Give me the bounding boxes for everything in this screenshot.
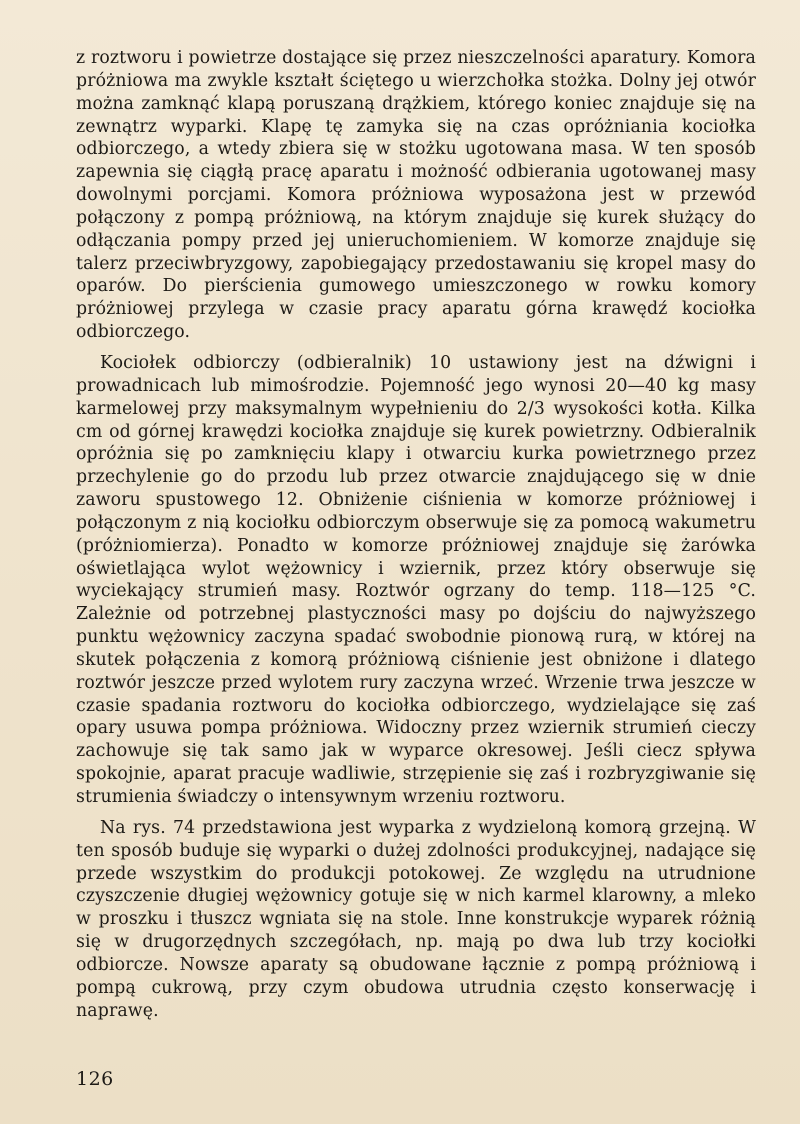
paragraph-1: z roztworu i powietrze dostające się przez nieszczelności aparatury. Komora próżniowa ma zwykle kształt ściętego u wierzchołka stożka. Dolny jej otwór można zamknąć klapą poruszaną drążkiem, którego koniec znajduje się na zewnątrz wyparki. Klapę tę zamyka się na czas opróżniania kociołka odbiorczego, a wtedy zbiera się w stożku ugotowana masa. W ten sposób zapewnia się ciągłą pracę aparatu i możność odbierania ugotowanej masy dowolnymi porcjami. Komora próżniowa wyposażona jest w przewód połączony z pompą próżniową, na którym znajduje się kurek służący do odłączania pompy przed jej unieruchomieniem. W komorze znajduje się talerz przeciwbryzgowy, zapobiegający przedostawaniu się kropel masy do oparów. Do pierścienia gumowego umieszczonego w rowku komory próżniowej przylega w czasie pracy aparatu górna krawędź kociołka odbiorczego.: [76, 48, 756, 343]
paragraph-2: Kociołek odbiorczy (odbieralnik) 10 ustawiony jest na dźwigni i prowadnicach lub mimośrodzie. Pojemność jego wynosi 20—40 kg masy karmelowej przy maksymalnym wypełnieniu do 2/3 wysokości kotła. Kilka cm od górnej krawędzi kociołka znajduje się kurek powietrzny. Odbieralnik opróżnia się po zamknięciu klapy i otwarciu kurka powietrznego przez przechylenie go do przodu lub przez otwarcie znajdującego się w dnie zaworu spustowego 12. Obniżenie ciśnienia w komorze próżniowej i połączonym z nią kociołku odbiorczym obserwuje się za pomocą wakumetru (próżniomierza). Ponadto w komorze próżniowej znajduje się żarówka oświetlająca wylot wężownicy i wziernik, przez który obserwuje się wyciekający strumień masy. Roztwór ogrzany do temp. 118—125 °C. Zależnie od potrzebnej plastyczności masy po dojściu do najwyższego punktu wężownicy zaczyna spadać swobodnie pionową rurą, w której na skutek połączenia z komorą próżniową ciśnienie jest obniżone i dlatego roztwór jeszcze przed wylotem rury zaczyna wrzeć. Wrzenie trwa jeszcze w czasie spadania roztworu do kociołka odbiorczego, wydzielające się zaś opary usuwa pompa próżniowa. Widoczny przez wziernik strumień cieczy zachowuje się tak samo jak w wyparce okresowej. Jeśli ciecz spływa spokojnie, aparat pracuje wadliwie, strzępienie się zaś i rozbryzgiwanie się strumienia świadczy o intensywnym wrzeniu roztworu.: [76, 352, 756, 807]
page-number: 126: [76, 1068, 114, 1090]
paragraph-3: Na rys. 74 przedstawiona jest wyparka z wydzieloną komorą grzejną. W ten sposób buduje się wyparki o dużej zdolności produkcyjnej, nadające się przede wszystkim do produkcji potokowej. Ze względu na utrudnione czyszczenie długiej wężownicy gotuje się w nich karmel klarowny, a mleko w proszku i tłuszcz wgniata się na stole. Inne konstrukcje wyparek różnią się w drugorzędnych szczegółach, np. mają po dwa lub trzy kociołki odbiorcze. Nowsze aparaty są obudowane łącznie z pompą próżniową i pompą cukrową, przy czym obudowa utrudnia często konserwację i naprawę.: [76, 817, 756, 1021]
body-text: [76, 47, 756, 1022]
